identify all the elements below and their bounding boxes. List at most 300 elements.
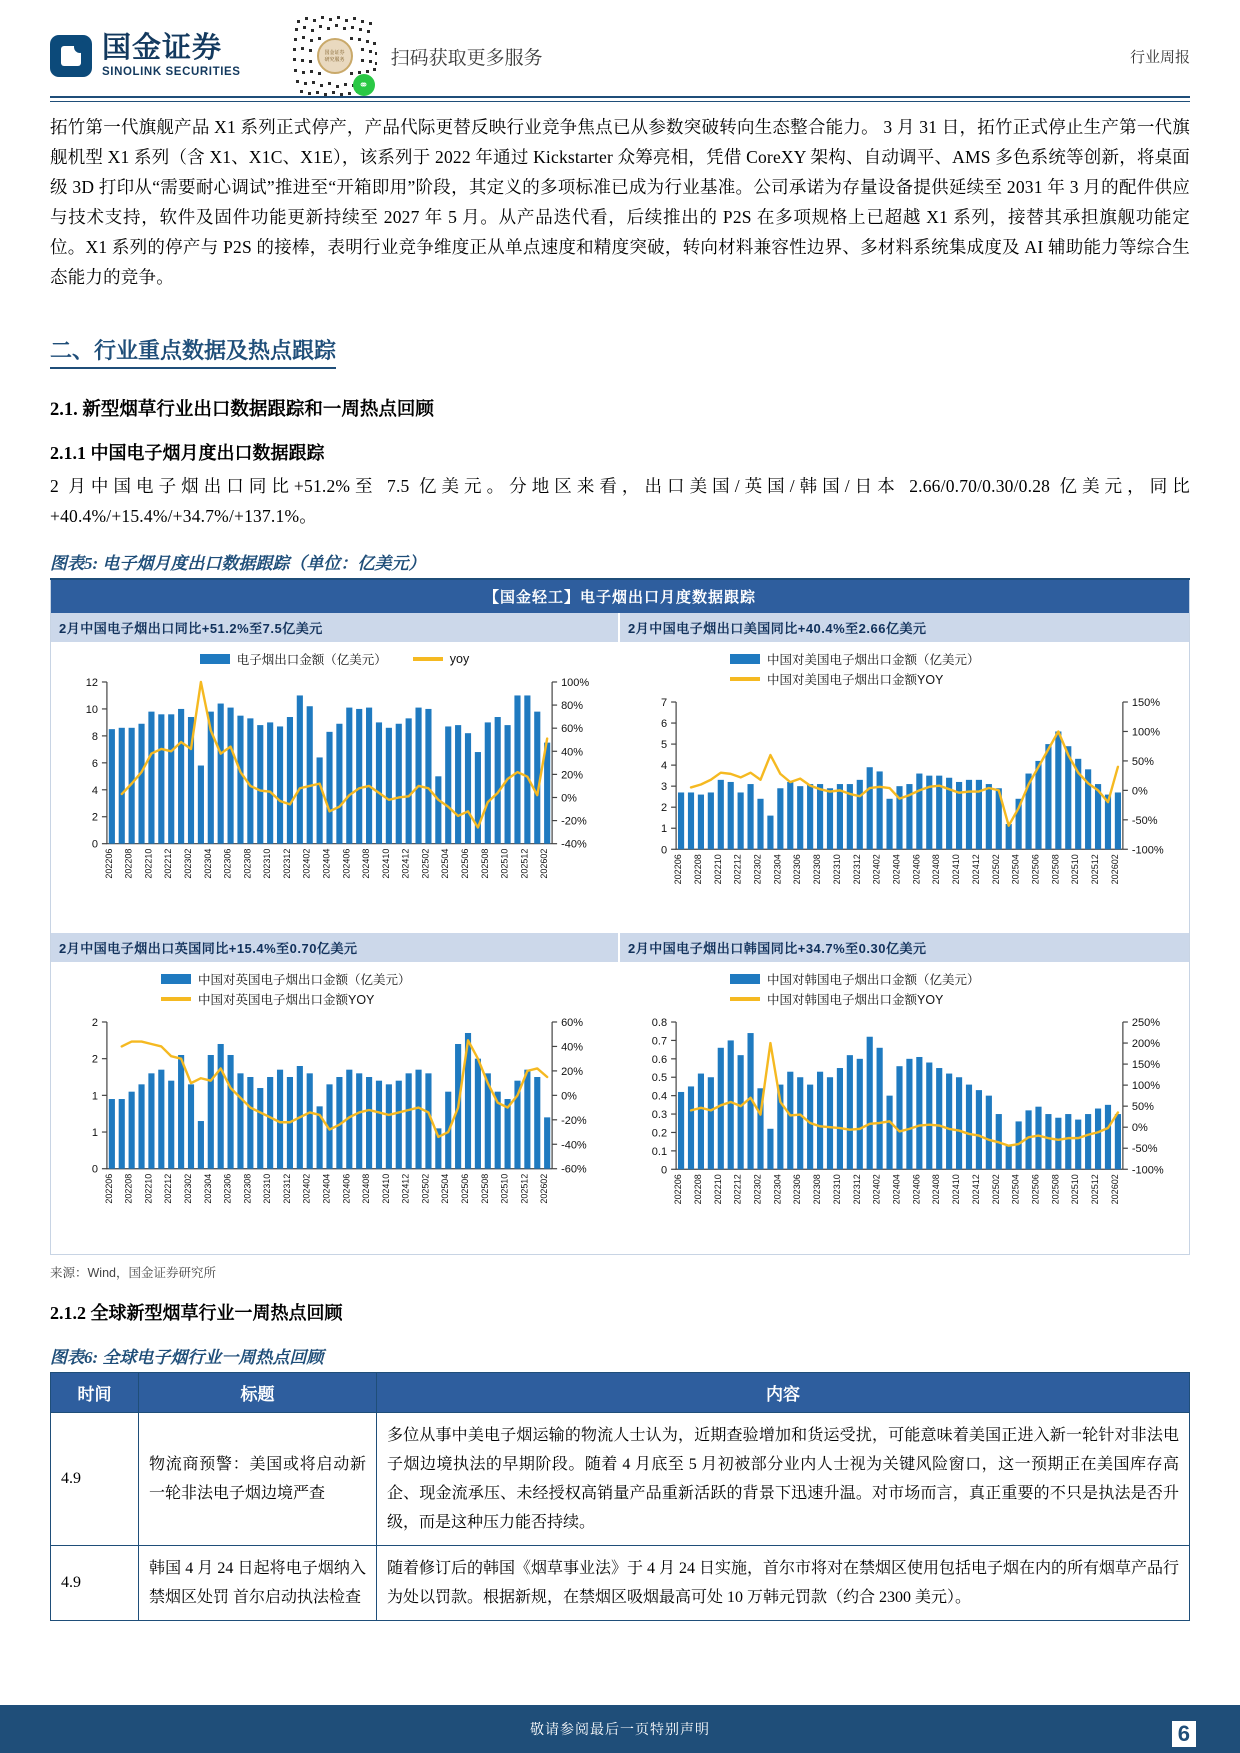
x-axis-tick-label: 202508 bbox=[1050, 1174, 1061, 1205]
wechat-icon: ⚭ bbox=[353, 74, 375, 96]
y-axis-tick-label: 3 bbox=[660, 781, 668, 794]
bar bbox=[847, 1056, 853, 1170]
x-axis-tick-label: 202408 bbox=[361, 848, 372, 879]
y2-axis-tick-label: 60% bbox=[561, 1017, 584, 1030]
x-axis-tick-label: 202302 bbox=[752, 854, 763, 885]
x-axis-tick-label: 202206 bbox=[673, 1174, 684, 1205]
bar bbox=[366, 1077, 372, 1169]
bar bbox=[817, 1072, 823, 1170]
bar bbox=[817, 784, 823, 849]
bar bbox=[534, 1077, 540, 1169]
bar bbox=[916, 1057, 922, 1169]
x-axis-tick-label: 202208 bbox=[692, 1174, 703, 1205]
bar bbox=[976, 1091, 982, 1170]
bar bbox=[678, 792, 684, 849]
x-axis-tick-label: 202306 bbox=[792, 1174, 803, 1205]
legend-label: 中国对韩国电子烟出口金额（亿美元） bbox=[767, 973, 980, 988]
col-header-title: 标题 bbox=[139, 1372, 377, 1412]
bar bbox=[277, 1070, 283, 1169]
subsection-2-1-heading: 2.1. 新型烟草行业出口数据跟踪和一周热点回顾 bbox=[50, 400, 434, 420]
x-axis-tick-label: 202404 bbox=[891, 1174, 902, 1205]
bar bbox=[767, 816, 773, 850]
x-axis-tick-label: 202402 bbox=[871, 854, 882, 885]
x-axis-tick-label: 202410 bbox=[380, 848, 391, 879]
chart-legend-china-total bbox=[51, 642, 618, 670]
bar bbox=[158, 714, 164, 843]
x-axis-tick-label: 202310 bbox=[262, 848, 273, 879]
bar bbox=[857, 780, 863, 849]
plot-wrapper bbox=[51, 1010, 618, 1247]
bar bbox=[267, 722, 273, 843]
bar bbox=[1105, 1105, 1111, 1169]
bar bbox=[916, 774, 922, 850]
y2-axis-tick-label: 150% bbox=[1131, 697, 1161, 710]
bar bbox=[747, 784, 753, 849]
legend-bar-swatch bbox=[161, 974, 191, 984]
bar bbox=[524, 1070, 530, 1169]
export-data-paragraph: 2 月中国电子烟出口同比+51.2%至 7.5 亿美元。分地区来看，出口美国/英国/韩国/日本 2.66/0.70/0.30/0.28 亿美元，同比+40.4%/+15.4%/+34.7%/+137.1%。 bbox=[50, 476, 1190, 526]
bar bbox=[287, 717, 293, 844]
bar bbox=[827, 1078, 833, 1170]
bar bbox=[1075, 1120, 1081, 1170]
y-axis-tick-label: 0 bbox=[660, 844, 668, 857]
bar bbox=[228, 708, 234, 844]
x-axis-tick-label: 202506 bbox=[1030, 1174, 1041, 1205]
legend-item bbox=[730, 670, 943, 688]
bar bbox=[936, 1068, 942, 1169]
bar bbox=[1065, 1114, 1071, 1169]
legend-label: 中国对英国电子烟出口金额（亿美元） bbox=[198, 973, 411, 988]
legend-line-swatch bbox=[161, 997, 191, 1001]
y2-axis-tick-label: -100% bbox=[1131, 844, 1164, 857]
bar bbox=[425, 1074, 431, 1169]
bar bbox=[257, 1088, 263, 1169]
bar bbox=[728, 1041, 734, 1170]
figure6-caption: 图表6: 全球电子烟行业一周热点回顾 bbox=[50, 1347, 324, 1367]
x-axis-tick-label: 202410 bbox=[951, 854, 962, 885]
bar bbox=[787, 1072, 793, 1170]
y-axis-tick-label: 7 bbox=[660, 697, 668, 710]
bar bbox=[505, 725, 511, 844]
y2-axis-tick-label: -40% bbox=[561, 1139, 587, 1152]
chart-panel-us bbox=[620, 613, 1189, 933]
x-axis-tick-label: 202602 bbox=[1109, 1174, 1120, 1205]
bar bbox=[1055, 731, 1061, 849]
x-axis-tick-label: 202502 bbox=[420, 1174, 431, 1205]
figure5-chart-container bbox=[50, 580, 1190, 1255]
bar bbox=[406, 1074, 412, 1169]
x-axis-tick-label: 202412 bbox=[400, 1174, 411, 1205]
y-axis-tick-label: 2 bbox=[660, 802, 668, 815]
page-number: 6 bbox=[1172, 1721, 1196, 1747]
x-axis-tick-label: 202304 bbox=[772, 1174, 783, 1205]
bar bbox=[966, 1085, 972, 1170]
x-axis-tick-label: 202208 bbox=[123, 1174, 134, 1205]
bar bbox=[1115, 792, 1121, 849]
bar bbox=[738, 792, 744, 849]
page-content bbox=[0, 112, 1240, 1621]
bar bbox=[257, 725, 263, 844]
x-axis-tick-label: 202508 bbox=[479, 1174, 490, 1205]
legend-item bbox=[413, 652, 469, 666]
news-time-cell: 4.9 bbox=[51, 1545, 139, 1620]
chart-svg-uk bbox=[55, 1012, 614, 1247]
bar bbox=[406, 718, 412, 843]
chart-panel-title-china-total: 2月中国电子烟出口同比+51.2%至7.5亿美元 bbox=[51, 613, 618, 642]
bar bbox=[218, 1044, 224, 1169]
x-axis-tick-label: 202506 bbox=[460, 1174, 471, 1205]
x-axis-tick-label: 202310 bbox=[831, 1174, 842, 1205]
x-axis-tick-label: 202306 bbox=[792, 854, 803, 885]
x-axis-tick-label: 202404 bbox=[321, 848, 332, 879]
legend-label: 中国对美国电子烟出口金额（亿美元） bbox=[767, 653, 980, 667]
header-rule-bottom bbox=[50, 101, 1190, 102]
figure5-source: 来源：Wind，国金证券研究所 bbox=[50, 1265, 216, 1280]
bar bbox=[208, 1055, 214, 1169]
page-footer bbox=[0, 1705, 1240, 1753]
y2-axis-tick-label: 40% bbox=[561, 1041, 584, 1054]
bar bbox=[886, 799, 892, 849]
x-axis-tick-label: 202206 bbox=[103, 1174, 114, 1205]
x-axis-tick-label: 202504 bbox=[440, 848, 451, 879]
y-axis-tick-label: 2 bbox=[91, 1054, 98, 1067]
x-axis-tick-label: 202212 bbox=[163, 848, 174, 879]
bar bbox=[1045, 744, 1051, 849]
bar bbox=[514, 695, 520, 843]
bar bbox=[475, 1059, 481, 1169]
bar bbox=[857, 1059, 863, 1169]
bar bbox=[119, 1099, 125, 1169]
bar bbox=[986, 1096, 992, 1170]
x-axis-tick-label: 202406 bbox=[911, 1174, 922, 1205]
y2-axis-tick-label: -20% bbox=[561, 815, 587, 828]
x-axis-tick-label: 202412 bbox=[970, 1174, 981, 1205]
y-axis-tick-label: 0.3 bbox=[651, 1109, 668, 1122]
legend-label: 电子烟出口金额（亿美元） bbox=[236, 653, 387, 667]
x-axis-tick-label: 202310 bbox=[831, 854, 842, 885]
y2-axis-tick-label: -50% bbox=[1131, 814, 1158, 827]
x-axis-tick-label: 202406 bbox=[341, 848, 352, 879]
x-axis-tick-label: 202408 bbox=[931, 854, 942, 885]
bar bbox=[158, 1070, 164, 1169]
y2-axis-tick-label: 20% bbox=[561, 769, 584, 782]
legend-item bbox=[200, 650, 387, 668]
x-axis-tick-label: 202506 bbox=[1030, 854, 1041, 885]
legend-item bbox=[730, 970, 980, 988]
y-axis-tick-label: 12 bbox=[85, 676, 98, 689]
chart-panel-title-kr: 2月中国电子烟出口韩国同比+34.7%至0.30亿美元 bbox=[620, 933, 1189, 962]
y-axis-tick-label: 6 bbox=[91, 757, 98, 770]
bar bbox=[698, 795, 704, 850]
y2-axis-tick-label: -20% bbox=[561, 1115, 587, 1128]
x-axis-tick-label: 202304 bbox=[772, 854, 783, 885]
x-axis-tick-label: 202502 bbox=[990, 1174, 1001, 1205]
legend-bar-swatch bbox=[730, 974, 760, 984]
qr-badge-bottom: 研究服务 bbox=[324, 58, 345, 63]
x-axis-tick-label: 202504 bbox=[1010, 1174, 1021, 1205]
intro-paragraph: 拓竹第一代旗舰产品 X1 系列正式停产，产品代际更替反映行业竞争焦点已从参数突破转向生态整合能力。 3 月 31 日，拓竹正式停止生产第一代旗舰机型 X1 系列（含 X1、X1C、X1E），该系列于 2022 年通过 Kickstarter 众筹亮相，凭借 CoreXY 架构、自动调平、AMS 多色系统等创新，将桌面 级 3D 打印从“需要耐心调试”推进至“开箱即用”阶段，其定义的多项标准已成为行业基准。公司承诺为存量设备提供延续至 2031 年 3 月的配件供应与技术支持，软件及固件功能更新持续至 2027 年 5 月。从产品迭代看，后续推出的 P2S 在多项规格上已超越 X1 系列，接替其承担旗舰功能定位。X1 系列的停产与 P2S 的接棒，表明行业竞争维度正从单点速度和精度突破，转向材料兼容性边界、多材料系统集成度及 AI 辅助能力等综合生态能力的竞争。 bbox=[50, 117, 1208, 287]
bar bbox=[109, 729, 115, 844]
x-axis-tick-label: 202602 bbox=[539, 848, 550, 879]
table-row bbox=[51, 1545, 1190, 1620]
x-axis-tick-label: 202306 bbox=[222, 848, 233, 879]
news-table-body bbox=[51, 1412, 1190, 1620]
x-axis-tick-label: 202304 bbox=[202, 848, 213, 879]
bar bbox=[228, 1055, 234, 1169]
y-axis-tick-label: 8 bbox=[91, 730, 98, 743]
subsection-2-1-1-heading: 2.1.1 中国电子烟月度出口数据跟踪 bbox=[50, 443, 325, 463]
bar bbox=[326, 732, 332, 844]
qr-code-icon[interactable] bbox=[293, 14, 377, 98]
yoy-line bbox=[122, 1041, 547, 1138]
qr-block bbox=[293, 14, 543, 98]
x-axis-tick-label: 202312 bbox=[281, 848, 292, 879]
x-axis-tick-label: 202602 bbox=[539, 1174, 550, 1205]
bar bbox=[109, 1099, 115, 1169]
legend-item bbox=[730, 650, 980, 668]
bar bbox=[708, 1078, 714, 1170]
x-axis-tick-label: 202302 bbox=[183, 1174, 194, 1205]
bar bbox=[886, 1096, 892, 1170]
y2-axis-tick-label: 20% bbox=[561, 1066, 584, 1079]
bar bbox=[767, 1129, 773, 1169]
y2-axis-tick-label: -50% bbox=[1131, 1143, 1158, 1156]
x-axis-tick-label: 202312 bbox=[851, 1174, 862, 1205]
news-table bbox=[50, 1372, 1190, 1621]
figure5-banner: 【国金轻工】电子烟出口月度数据跟踪 bbox=[51, 580, 1189, 613]
bar bbox=[138, 724, 144, 844]
y2-axis-tick-label: -60% bbox=[561, 1164, 587, 1177]
x-axis-tick-label: 202510 bbox=[1070, 1174, 1081, 1205]
x-axis-tick-label: 202404 bbox=[891, 854, 902, 885]
y2-axis-tick-label: 0% bbox=[1131, 785, 1148, 798]
yoy-line bbox=[122, 682, 547, 828]
figure5-caption: 图表5: 电子烟月度出口数据跟踪（单位：亿美元） bbox=[50, 554, 426, 573]
bar bbox=[386, 728, 392, 844]
x-axis-tick-label: 202512 bbox=[1090, 1174, 1101, 1205]
section-2-heading: 二、行业重点数据及热点跟踪 bbox=[50, 334, 336, 369]
bar bbox=[129, 1092, 135, 1169]
y-axis-tick-label: 2 bbox=[91, 811, 98, 824]
chart-svg-us bbox=[624, 692, 1185, 927]
bar bbox=[455, 725, 461, 844]
bar bbox=[425, 709, 431, 844]
y-axis-tick-label: 10 bbox=[85, 703, 98, 716]
y-axis-tick-label: 4 bbox=[660, 760, 668, 773]
y-axis-tick-label: 2 bbox=[91, 1017, 98, 1030]
table-row bbox=[51, 1412, 1190, 1545]
chart-panel-kr bbox=[620, 933, 1189, 1253]
yoy-line bbox=[691, 1043, 1118, 1146]
y2-axis-tick-label: 80% bbox=[561, 700, 584, 713]
x-axis-tick-label: 202206 bbox=[103, 848, 114, 879]
y2-axis-tick-label: 0% bbox=[561, 792, 577, 805]
footer-disclaimer: 敬请参阅最后一页特别声明 bbox=[530, 1723, 710, 1738]
news-title-cell: 物流商预警：美国或将启动新一轮非法电子烟边境严查 bbox=[139, 1412, 377, 1545]
y-axis-tick-label: 6 bbox=[660, 718, 668, 731]
x-axis-tick-label: 202402 bbox=[301, 1174, 312, 1205]
bar bbox=[237, 716, 243, 844]
figure5-panel-grid bbox=[51, 613, 1189, 1254]
x-axis-tick-label: 202510 bbox=[499, 848, 510, 879]
y-axis-tick-label: 0.7 bbox=[651, 1035, 668, 1048]
y-axis-tick-label: 4 bbox=[91, 784, 98, 797]
x-axis-tick-label: 202208 bbox=[692, 854, 703, 885]
bar bbox=[346, 708, 352, 844]
bar bbox=[415, 1070, 421, 1169]
bar bbox=[415, 708, 421, 844]
chart-svg-china-total bbox=[55, 672, 614, 922]
x-axis-tick-label: 202502 bbox=[990, 854, 1001, 885]
bar bbox=[718, 1048, 724, 1169]
bar bbox=[376, 1081, 382, 1169]
x-axis-tick-label: 202212 bbox=[163, 1174, 174, 1205]
x-axis-tick-label: 202410 bbox=[380, 1174, 391, 1205]
news-table-header-row bbox=[51, 1372, 1190, 1412]
legend-label: 中国对韩国电子烟出口金额YOY bbox=[767, 993, 944, 1008]
bar bbox=[396, 724, 402, 844]
bar bbox=[926, 1063, 932, 1170]
x-axis-tick-label: 202302 bbox=[183, 848, 194, 879]
bar bbox=[218, 704, 224, 844]
news-time-cell: 4.9 bbox=[51, 1412, 139, 1545]
bar bbox=[896, 1067, 902, 1170]
y-axis-tick-label: 0 bbox=[660, 1164, 668, 1177]
page-header bbox=[0, 0, 1240, 112]
x-axis-tick-label: 202504 bbox=[440, 1174, 451, 1205]
bar bbox=[1035, 761, 1041, 849]
x-axis-tick-label: 202404 bbox=[321, 1174, 332, 1205]
bar bbox=[366, 708, 372, 844]
bar bbox=[827, 788, 833, 849]
x-axis-tick-label: 202212 bbox=[732, 854, 743, 885]
bar bbox=[738, 1056, 744, 1170]
qr-badge-top: 国金证券 bbox=[324, 51, 345, 56]
legend-item bbox=[730, 990, 943, 1008]
legend-line-swatch bbox=[730, 997, 760, 1001]
x-axis-tick-label: 202512 bbox=[519, 848, 530, 879]
bar bbox=[688, 792, 694, 849]
bar bbox=[1035, 1107, 1041, 1170]
y2-axis-tick-label: 60% bbox=[561, 723, 584, 736]
chart-svg-kr bbox=[624, 1012, 1185, 1247]
x-axis-tick-label: 202312 bbox=[851, 854, 862, 885]
y-axis-tick-label: 0.1 bbox=[651, 1146, 668, 1159]
y2-axis-tick-label: 150% bbox=[1131, 1059, 1161, 1072]
x-axis-tick-label: 202210 bbox=[143, 1174, 154, 1205]
y2-axis-tick-label: -40% bbox=[561, 838, 587, 851]
y2-axis-tick-label: -100% bbox=[1131, 1164, 1164, 1177]
x-axis-tick-label: 202306 bbox=[222, 1174, 233, 1205]
bar bbox=[317, 757, 323, 843]
bar bbox=[777, 788, 783, 849]
bar bbox=[178, 1055, 184, 1169]
bar bbox=[877, 1048, 883, 1169]
bar bbox=[198, 1121, 204, 1169]
y-axis-tick-label: 1 bbox=[91, 1127, 98, 1140]
bar bbox=[1085, 1114, 1091, 1169]
legend-item bbox=[161, 990, 374, 1008]
y2-axis-tick-label: 100% bbox=[1131, 1080, 1161, 1093]
qr-center-badge bbox=[317, 38, 353, 74]
logo-chinese-name: 国金证券 bbox=[102, 32, 223, 64]
x-axis-tick-label: 202402 bbox=[301, 848, 312, 879]
legend-label: 中国对美国电子烟出口金额YOY bbox=[767, 673, 944, 687]
bar bbox=[168, 1081, 174, 1169]
scan-prompt-text: 扫码获取更多服务 bbox=[390, 47, 543, 69]
bar bbox=[119, 728, 125, 844]
bar bbox=[524, 695, 530, 843]
bar bbox=[1095, 1109, 1101, 1170]
y2-axis-tick-label: 100% bbox=[1131, 726, 1161, 739]
y2-axis-tick-label: 50% bbox=[1131, 1101, 1154, 1114]
x-axis-tick-label: 202512 bbox=[519, 1174, 530, 1205]
x-axis-tick-label: 202508 bbox=[1050, 854, 1061, 885]
y-axis-tick-label: 0.6 bbox=[651, 1054, 668, 1067]
y-axis-tick-label: 0.4 bbox=[651, 1091, 668, 1104]
bar bbox=[688, 1087, 694, 1170]
subsection-2-1-2-heading: 2.1.2 全球新型烟草行业一周热点回顾 bbox=[50, 1302, 343, 1323]
legend-bar-swatch bbox=[730, 654, 760, 664]
bar bbox=[966, 780, 972, 849]
bar bbox=[386, 1085, 392, 1169]
bar bbox=[1065, 746, 1071, 849]
chart-legend-us bbox=[620, 642, 1189, 690]
x-axis-tick-label: 202308 bbox=[242, 848, 253, 879]
chart-panel-title-uk: 2月中国电子烟出口英国同比+15.4%至0.70亿美元 bbox=[51, 933, 618, 962]
document-type-label: 行业周报 bbox=[1129, 49, 1190, 66]
x-axis-tick-label: 202308 bbox=[242, 1174, 253, 1205]
bar bbox=[946, 1074, 952, 1170]
x-axis-tick-label: 202408 bbox=[931, 1174, 942, 1205]
x-axis-tick-label: 202208 bbox=[123, 848, 134, 879]
legend-line-swatch bbox=[730, 677, 760, 681]
x-axis-tick-label: 202510 bbox=[499, 1174, 510, 1205]
bar bbox=[1006, 1146, 1012, 1170]
x-axis-tick-label: 202410 bbox=[951, 1174, 962, 1205]
bar bbox=[148, 712, 154, 844]
bar bbox=[277, 726, 283, 843]
yoy-line bbox=[691, 731, 1118, 825]
y2-axis-tick-label: 200% bbox=[1131, 1038, 1161, 1051]
legend-label: yoy bbox=[449, 652, 470, 666]
x-axis-tick-label: 202408 bbox=[361, 1174, 372, 1205]
x-axis-tick-label: 202506 bbox=[460, 848, 471, 879]
x-axis-tick-label: 202302 bbox=[752, 1174, 763, 1205]
x-axis-tick-label: 202412 bbox=[400, 848, 411, 879]
logo-english-name: SINOLINK SECURITIES bbox=[102, 66, 241, 78]
y2-axis-tick-label: 0% bbox=[1131, 1122, 1148, 1135]
legend-label: 中国对英国电子烟出口金额YOY bbox=[198, 993, 375, 1008]
x-axis-tick-label: 202210 bbox=[712, 854, 723, 885]
chart-panel-china-total bbox=[51, 613, 620, 933]
bar bbox=[698, 1074, 704, 1170]
x-axis-tick-label: 202308 bbox=[812, 854, 823, 885]
bar bbox=[1045, 1114, 1051, 1169]
y2-axis-tick-label: 0% bbox=[561, 1090, 577, 1103]
bar bbox=[188, 1085, 194, 1169]
sinolink-logo-icon bbox=[50, 35, 92, 77]
y-axis-tick-label: 0.8 bbox=[651, 1017, 668, 1030]
bar bbox=[247, 1077, 253, 1169]
bar bbox=[396, 1081, 402, 1169]
bar bbox=[787, 782, 793, 849]
bar bbox=[148, 1074, 154, 1169]
bar bbox=[797, 786, 803, 849]
bar bbox=[956, 1078, 962, 1170]
bar bbox=[267, 1077, 273, 1169]
bar bbox=[297, 695, 303, 843]
